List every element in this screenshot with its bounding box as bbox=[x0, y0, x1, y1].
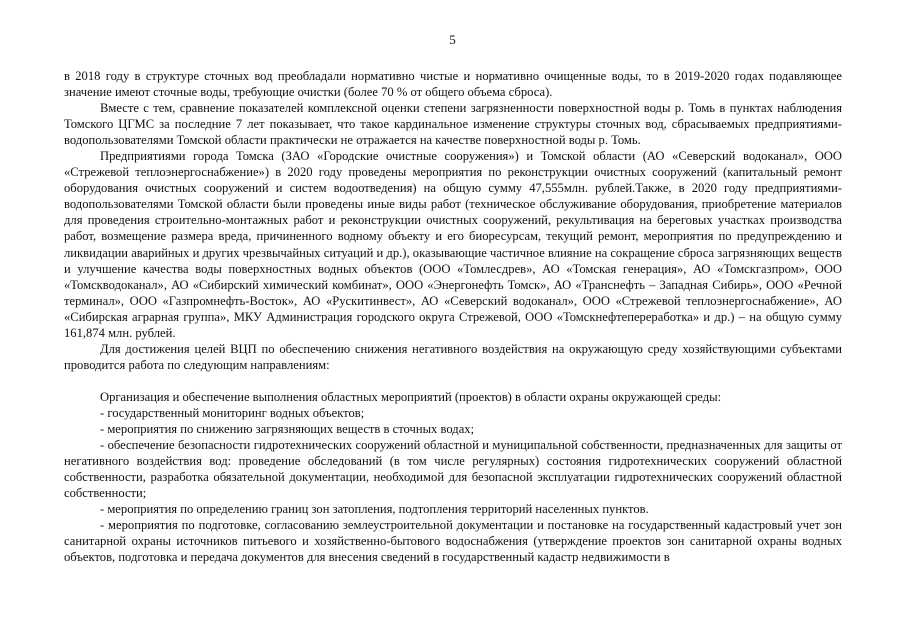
paragraph-sewage-structure: в 2018 году в структуре сточных вод преобладали нормативно чистые и нормативно очищенные воды, то в 2019-2020 годах подавляющее значение имеют сточные воды, требующие очистки (более 70 % от общего объема сброса). bbox=[64, 69, 842, 100]
paragraph-vcp-goals: Для достижения целей ВЦП по обеспечению снижения негативного воздействия на окружающую среду хозяйствующими субъектами проводится работа по следующим направлениям: bbox=[64, 341, 842, 372]
list-item: - мероприятия по определению границ зон затопления, подтопления территорий населенных пунктов. bbox=[100, 502, 649, 517]
paragraph-enterprise-measures: Предприятиями города Томска (ЗАО «Городские очистные сооружения») и Томской области (АО «Северский водоканал», ООО «Стрежевой теплоэнергоснабжение») в 2020 году проведены мероприятия по реконструкции очистных сооружений (капитальный ремонт оборудования очистных сооружений и систем водоотведения) на общую сумму 47,555млн. рублей.Также, в 2020 году предприятиями-водопользователями Томской области были проведены иные виды работ (техническое обслуживание оборудования, приобретение материалов для проведения строительно-монтажных работ и реконструкции очистных сооружений, рекультивация на береговых участках производства работ, возмещение размера вреда, причиненного водному объекту и его биоресурсам, текущий ремонт, мероприятия по предупреждению и ликвидации аварийных и других чрезвычайных ситуаций и др.), оказывающие частичное влияние на сокращение сброса загрязняющих веществ и улучшение качества воды поверхностных водных объектов (ООО «Томлесдрев», АО «Томская генерация», АО «Томскгазпром», ООО «Томскводоканал», АО «Сибирский химический комбинат», ООО «Энергонефть Томск», АО «Транснефть – Западная Сибирь», ООО «Речной терминал», ООО «Газпромнефть-Восток», АО «Рускитинвест», АО «Северский водоканал», ООО «Стрежевой теплоэнергоснабжение», АО «Сибирская аграрная группа», МКУ Администрация городского округа Стрежевой, ООО «Томскнефтепереработка» и др.) – на общую сумму 161,874 млн. рублей. bbox=[64, 149, 842, 340]
list-item: - мероприятия по подготовке, согласованию землеустроительной документации и постановке на государственный кадастровый учет зон санитарной охраны источников питьевого и хозяйственно-бытового водоснабжения (утверждение проектов зон санитарной охраны водных объектов, подготовка и передача документов для внесения сведений в государственный кадастр недвижимости в bbox=[64, 518, 842, 565]
blank-line bbox=[64, 373, 842, 389]
list-item: - мероприятия по снижению загрязняющих веществ в сточных водах; bbox=[100, 421, 475, 436]
document-body bbox=[64, 68, 842, 565]
page-number: 5 bbox=[449, 32, 456, 47]
paragraph-water-quality-comparison: Вместе с тем, сравнение показателей комплексной оценки степени загрязненности поверхностной воды р. Томь в пунктах наблюдения Томского ЦГМС за последние 7 лет показывает, что такое кардинальное изменение структуры сточных вод, сбрасываемых предприятиями-водопользователями Томской области практически не отражается на качестве поверхностной воды р. Томь. bbox=[64, 101, 842, 148]
list-item: - обеспечение безопасности гидротехнических сооружений областной и муниципальной собственности, предназначенных для защиты от негативного воздействия вод: проведение обследований (в том числе регулярных) состояния гидротехнических сооружений областной собственности, разработка обязательной документации, необходимой для безопасной эксплуатации гидротехнических сооружений областной собственности; bbox=[64, 438, 842, 501]
list-heading: Организация и обеспечение выполнения областных мероприятий (проектов) в области охраны окружающей среды: bbox=[100, 389, 722, 404]
list-item: - государственный мониторинг водных объектов; bbox=[100, 405, 365, 420]
